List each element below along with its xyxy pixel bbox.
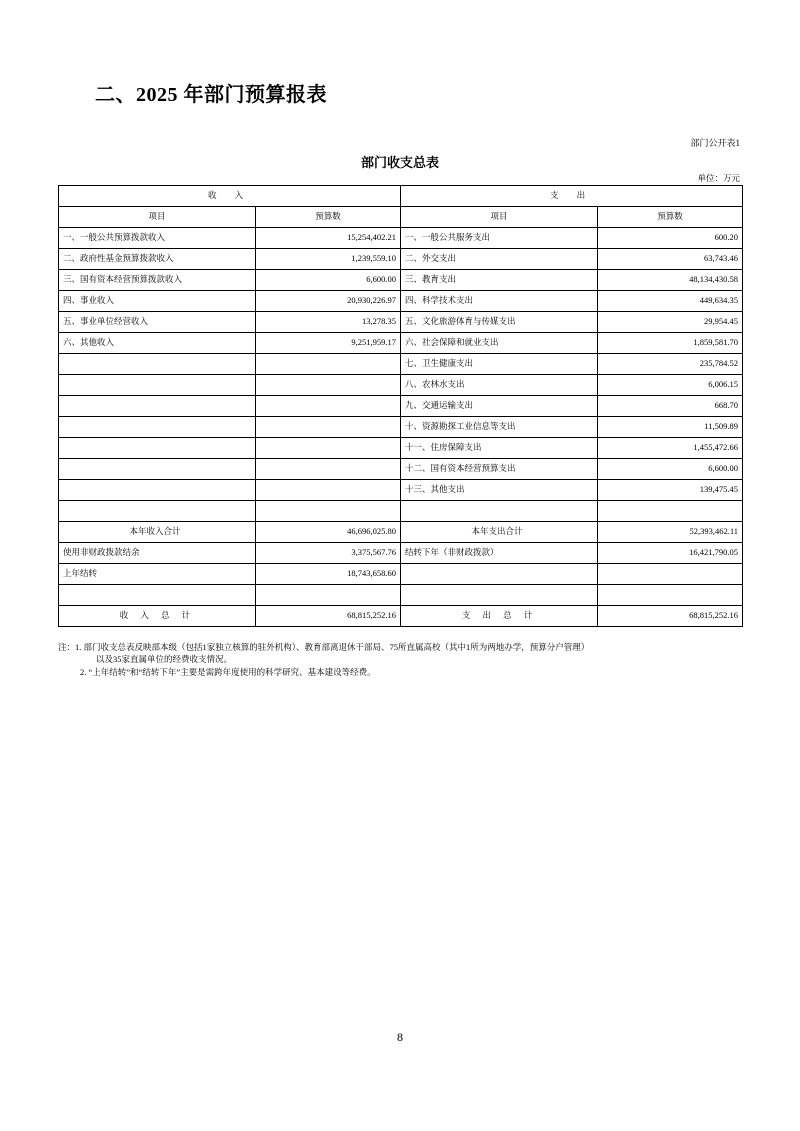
- expense-value-header: 预算数: [598, 207, 743, 228]
- income-item: [59, 417, 256, 438]
- expense-item: [401, 564, 598, 585]
- income-value: 9,251,959.17: [256, 333, 401, 354]
- form-code-label: 部门公开表1: [690, 138, 740, 148]
- expense-value: 1,859,581.70: [598, 333, 743, 354]
- expense-value: [598, 585, 743, 606]
- income-item: [59, 354, 256, 375]
- table-row: [59, 375, 743, 396]
- expense-item: 五、文化旅游体育与传媒支出: [401, 312, 598, 333]
- note-line-3: 2. “上年结转”和“结转下年”主要是需跨年度使用的科学研究、基本建设等经费。: [80, 666, 376, 677]
- income-item: 使用非财政拨款结余: [59, 543, 256, 564]
- income-item: [59, 459, 256, 480]
- expense-item: [401, 585, 598, 606]
- table-row: [59, 459, 743, 480]
- expense-item: [401, 501, 598, 522]
- expense-item: 二、外交支出: [401, 249, 598, 270]
- income-value: [256, 438, 401, 459]
- expense-item: 四、科学技术支出: [401, 291, 598, 312]
- page-title: 二、2025 年部门预算报表: [95, 84, 327, 106]
- income-value: [256, 585, 401, 606]
- income-item: 五、事业单位经营收入: [59, 312, 256, 333]
- expense-item: 一、一般公共服务支出: [401, 228, 598, 249]
- income-item: [59, 396, 256, 417]
- income-item-header: 项目: [59, 207, 256, 228]
- expense-group-header: 支 出: [401, 186, 743, 207]
- expense-total-label: 支 出 总 计: [401, 606, 598, 627]
- table-row: [59, 312, 743, 333]
- income-item: [59, 480, 256, 501]
- note-line-2: 以及35家直属单位的经费收支情况。: [96, 654, 233, 665]
- expense-value: 6,006.15: [598, 375, 743, 396]
- expense-item: 十二、国有资本经营预算支出: [401, 459, 598, 480]
- table-spacer-row: [59, 501, 743, 522]
- income-group-header: 收 入: [59, 186, 401, 207]
- income-value: [256, 354, 401, 375]
- expense-item: 八、农林水支出: [401, 375, 598, 396]
- income-item: [59, 585, 256, 606]
- expense-value: 11,509.89: [598, 417, 743, 438]
- expense-item-header: 项目: [401, 207, 598, 228]
- expense-value: 600.20: [598, 228, 743, 249]
- table-header-group-row: [59, 186, 743, 207]
- unit-note: 单位：万元: [697, 173, 740, 183]
- subtotal-row: [59, 522, 743, 543]
- income-value: [256, 501, 401, 522]
- table-notes: [58, 641, 758, 678]
- income-total-label: 收 入 总 计: [59, 606, 256, 627]
- income-value: [256, 417, 401, 438]
- table-header-column-row: [59, 207, 743, 228]
- expense-item: 三、教育支出: [401, 270, 598, 291]
- expense-value: 16,421,790.05: [598, 543, 743, 564]
- income-item: [59, 438, 256, 459]
- table-row: [59, 333, 743, 354]
- income-value-header: 预算数: [256, 207, 401, 228]
- income-total-value: 68,815,252.16: [256, 606, 401, 627]
- expense-subtotal-value: 52,393,462.11: [598, 522, 743, 543]
- income-item: 四、事业收入: [59, 291, 256, 312]
- expense-item: 九、交通运输支出: [401, 396, 598, 417]
- income-subtotal-value: 46,696,025.80: [256, 522, 401, 543]
- income-value: 3,375,567.76: [256, 543, 401, 564]
- table-row: [59, 543, 743, 564]
- expense-value: 1,455,472.66: [598, 438, 743, 459]
- income-value: 15,254,402.21: [256, 228, 401, 249]
- expense-value: 29,954.45: [598, 312, 743, 333]
- income-value: 6,600.00: [256, 270, 401, 291]
- expense-item: 十、资源勘探工业信息等支出: [401, 417, 598, 438]
- income-subtotal-label: 本年收入合计: [59, 522, 256, 543]
- income-value: 13,278.35: [256, 312, 401, 333]
- page-number: 8: [397, 1030, 403, 1044]
- expense-value: [598, 564, 743, 585]
- expense-value: 449,634.35: [598, 291, 743, 312]
- expense-value: 668.70: [598, 396, 743, 417]
- table-row: [59, 417, 743, 438]
- budget-table: [58, 185, 743, 627]
- income-item: 上年结转: [59, 564, 256, 585]
- table-row: [59, 396, 743, 417]
- income-value: 20,930,226.97: [256, 291, 401, 312]
- income-value: 1,239,559.10: [256, 249, 401, 270]
- expense-subtotal-label: 本年支出合计: [401, 522, 598, 543]
- expense-value: 63,743.46: [598, 249, 743, 270]
- expense-value: 6,600.00: [598, 459, 743, 480]
- income-item: 三、国有资本经营预算拨款收入: [59, 270, 256, 291]
- expense-value: [598, 501, 743, 522]
- grand-total-row: [59, 606, 743, 627]
- income-value: [256, 375, 401, 396]
- table-row: [59, 291, 743, 312]
- expense-item: 十三、其他支出: [401, 480, 598, 501]
- income-value: [256, 396, 401, 417]
- expense-value: 139,475.45: [598, 480, 743, 501]
- table-row: [59, 438, 743, 459]
- note-line-1: 注：1. 部门收支总表反映部本级（包括1家独立核算的驻外机构）、教育部离退休干部局、75所直属高校（其中1所为两地办学，预算分户管理）: [58, 642, 590, 652]
- table-row: [59, 270, 743, 291]
- expense-value: 48,134,430.58: [598, 270, 743, 291]
- income-item: 一、一般公共预算拨款收入: [59, 228, 256, 249]
- expense-item: 七、卫生健康支出: [401, 354, 598, 375]
- income-value: [256, 480, 401, 501]
- income-item: [59, 375, 256, 396]
- table-row: [59, 228, 743, 249]
- income-value: 18,743,658.60: [256, 564, 401, 585]
- expense-item: 结转下年（非财政拨款）: [401, 543, 598, 564]
- table-title: 部门收支总表: [360, 155, 439, 170]
- income-item: 六、其他收入: [59, 333, 256, 354]
- income-value: [256, 459, 401, 480]
- income-item: [59, 501, 256, 522]
- expense-total-value: 68,815,252.16: [598, 606, 743, 627]
- table-row: [59, 354, 743, 375]
- expense-item: 十一、住房保障支出: [401, 438, 598, 459]
- table-row: [59, 480, 743, 501]
- table-row: [59, 564, 743, 585]
- expense-item: 六、社会保障和就业支出: [401, 333, 598, 354]
- table-row: [59, 249, 743, 270]
- table-spacer-row: [59, 585, 743, 606]
- income-item: 二、政府性基金预算拨款收入: [59, 249, 256, 270]
- expense-value: 235,784.52: [598, 354, 743, 375]
